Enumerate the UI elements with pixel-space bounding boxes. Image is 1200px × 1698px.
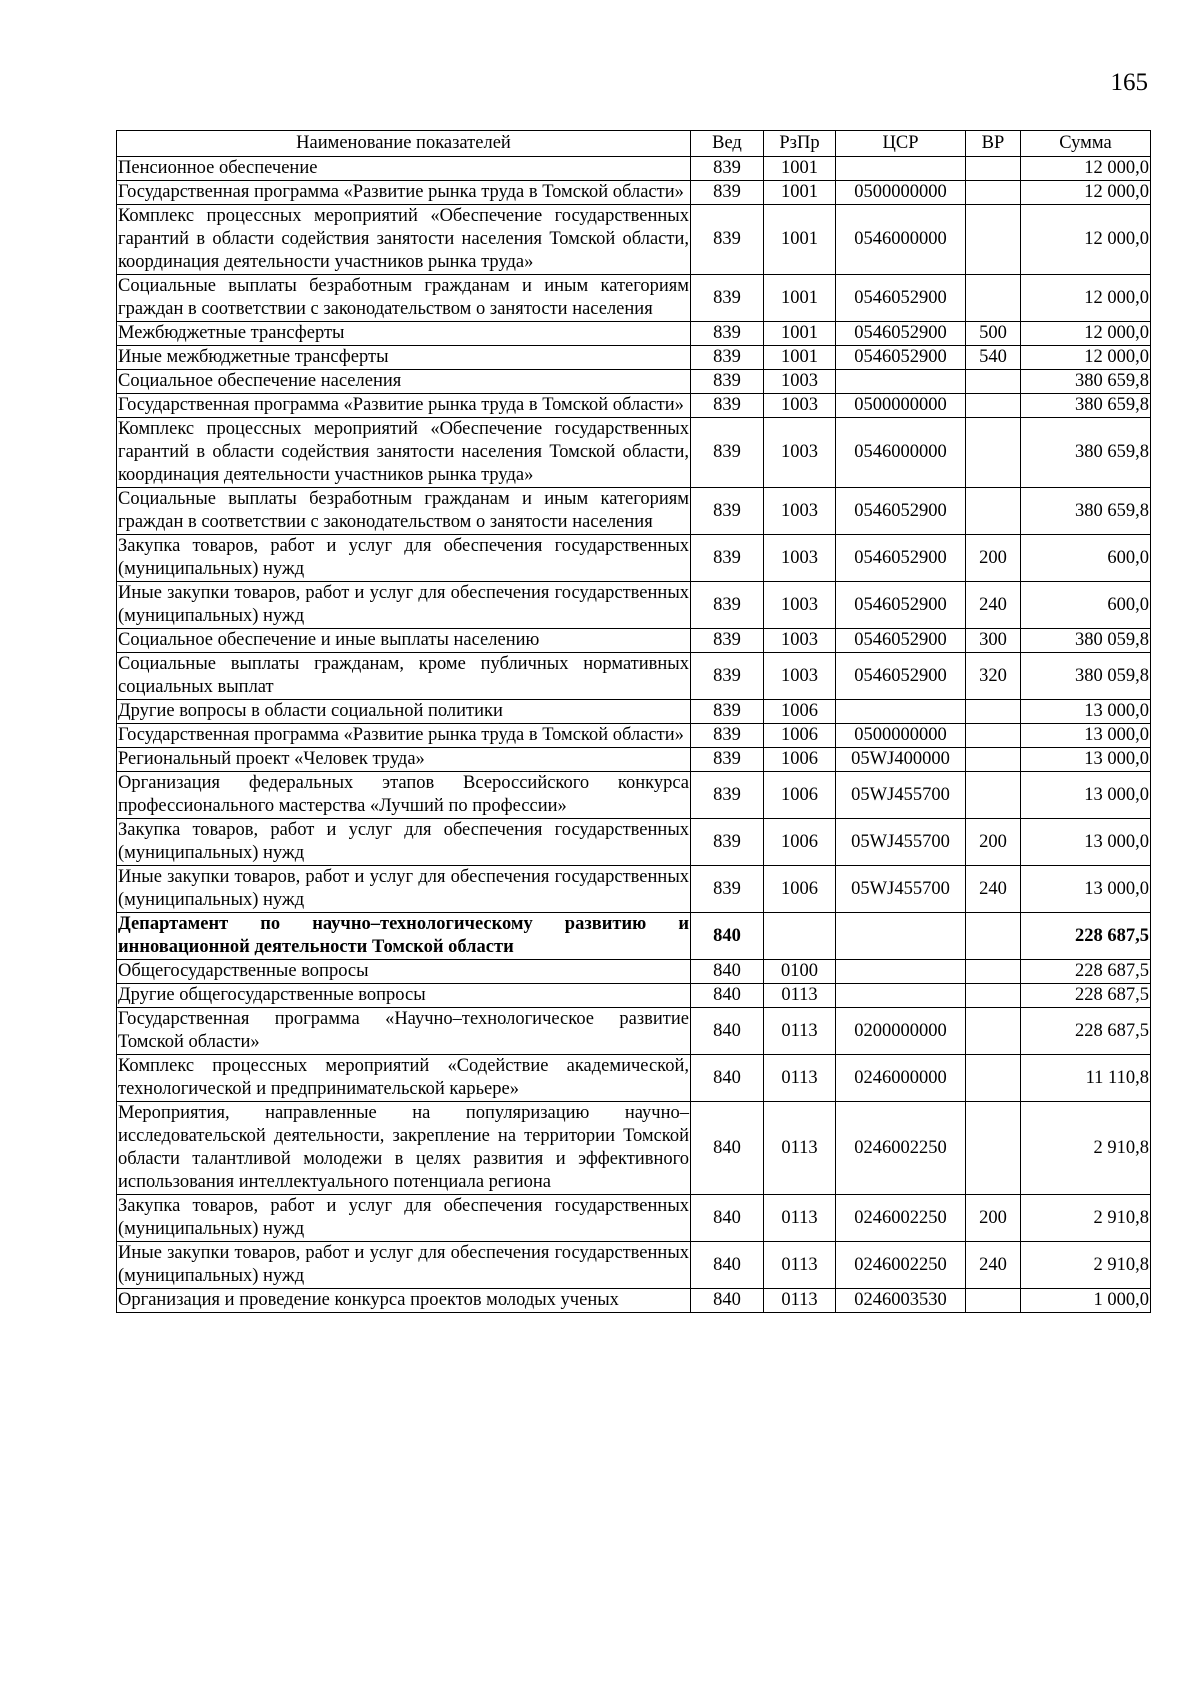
- cell-csr: 0546052900: [836, 582, 966, 629]
- cell-vr: [966, 1008, 1021, 1055]
- cell-name: Закупка товаров, работ и услуг для обеспечения государственных (муниципальных) нужд: [117, 819, 691, 866]
- cell-rzpr: 0113: [764, 984, 836, 1008]
- cell-vr: 200: [966, 819, 1021, 866]
- cell-sum: 13 000,0: [1021, 700, 1151, 724]
- cell-name: Социальные выплаты гражданам, кроме публичных нормативных социальных выплат: [117, 653, 691, 700]
- cell-name: Государственная программа «Развитие рынка труда в Томской области»: [117, 724, 691, 748]
- cell-csr: [836, 960, 966, 984]
- table-row: [117, 1195, 1151, 1242]
- cell-sum: 380 659,8: [1021, 394, 1151, 418]
- cell-sum: 13 000,0: [1021, 819, 1151, 866]
- cell-ved: 840: [691, 1242, 764, 1289]
- cell-vr: [966, 181, 1021, 205]
- cell-rzpr: 0113: [764, 1102, 836, 1195]
- cell-rzpr: 1006: [764, 819, 836, 866]
- cell-sum: 600,0: [1021, 582, 1151, 629]
- cell-csr: 0546052900: [836, 535, 966, 582]
- table-row: [117, 984, 1151, 1008]
- cell-name: Пенсионное обеспечение: [117, 157, 691, 181]
- cell-sum: 380 659,8: [1021, 370, 1151, 394]
- cell-ved: 839: [691, 629, 764, 653]
- cell-sum: 11 110,8: [1021, 1055, 1151, 1102]
- cell-sum: 2 910,8: [1021, 1102, 1151, 1195]
- cell-ved: 839: [691, 653, 764, 700]
- header-csr: ЦСР: [836, 131, 966, 157]
- table-row: [117, 370, 1151, 394]
- cell-name: Социальные выплаты безработным гражданам и иным категориям граждан в соответствии с законодательством о занятости населения: [117, 488, 691, 535]
- cell-csr: 05WJ400000: [836, 748, 966, 772]
- cell-ved: 839: [691, 582, 764, 629]
- cell-sum: 12 000,0: [1021, 275, 1151, 322]
- cell-vr: [966, 724, 1021, 748]
- cell-vr: [966, 1289, 1021, 1313]
- cell-sum: 2 910,8: [1021, 1242, 1151, 1289]
- cell-vr: [966, 418, 1021, 488]
- table-body: [117, 157, 1151, 1313]
- cell-sum: 380 659,8: [1021, 418, 1151, 488]
- cell-vr: [966, 488, 1021, 535]
- cell-ved: 839: [691, 394, 764, 418]
- cell-ved: 840: [691, 984, 764, 1008]
- cell-name: Региональный проект «Человек труда»: [117, 748, 691, 772]
- table-row: [117, 724, 1151, 748]
- cell-rzpr: 1003: [764, 582, 836, 629]
- cell-vr: 240: [966, 582, 1021, 629]
- cell-rzpr: 0113: [764, 1055, 836, 1102]
- table-row: [117, 157, 1151, 181]
- header-rzpr: РзПр: [764, 131, 836, 157]
- cell-name: Иные закупки товаров, работ и услуг для обеспечения государственных (муниципальных) нужд: [117, 1242, 691, 1289]
- cell-ved: 839: [691, 772, 764, 819]
- table-row: [117, 418, 1151, 488]
- cell-rzpr: 1006: [764, 866, 836, 913]
- cell-rzpr: 1003: [764, 370, 836, 394]
- cell-csr: 0546052900: [836, 488, 966, 535]
- header-vr: ВР: [966, 131, 1021, 157]
- cell-vr: [966, 1055, 1021, 1102]
- cell-sum: 13 000,0: [1021, 748, 1151, 772]
- cell-name: Социальное обеспечение населения: [117, 370, 691, 394]
- table-row: [117, 1055, 1151, 1102]
- cell-name: Закупка товаров, работ и услуг для обеспечения государственных (муниципальных) нужд: [117, 535, 691, 582]
- cell-name: Иные межбюджетные трансферты: [117, 346, 691, 370]
- cell-name: Комплекс процессных мероприятий «Обеспечение государственных гарантий в области содействия занятости населения Томской области, координация деятельности участников рынка труда»: [117, 205, 691, 275]
- cell-rzpr: 1001: [764, 157, 836, 181]
- cell-rzpr: 1006: [764, 700, 836, 724]
- cell-name: Государственная программа «Научно–технологическое развитие Томской области»: [117, 1008, 691, 1055]
- cell-sum: 13 000,0: [1021, 724, 1151, 748]
- cell-vr: 500: [966, 322, 1021, 346]
- cell-csr: [836, 700, 966, 724]
- cell-vr: [966, 984, 1021, 1008]
- cell-ved: 839: [691, 724, 764, 748]
- cell-vr: [966, 205, 1021, 275]
- cell-sum: 12 000,0: [1021, 181, 1151, 205]
- cell-csr: 0546000000: [836, 205, 966, 275]
- cell-csr: [836, 913, 966, 960]
- table-row: [117, 819, 1151, 866]
- cell-rzpr: 1003: [764, 488, 836, 535]
- table-row: [117, 275, 1151, 322]
- cell-csr: [836, 984, 966, 1008]
- cell-vr: [966, 1102, 1021, 1195]
- cell-sum: 2 910,8: [1021, 1195, 1151, 1242]
- cell-rzpr: 0113: [764, 1008, 836, 1055]
- table-row: [117, 960, 1151, 984]
- cell-rzpr: [764, 913, 836, 960]
- table-row: [117, 322, 1151, 346]
- cell-csr: 0546052900: [836, 653, 966, 700]
- header-name: Наименование показателей: [117, 131, 691, 157]
- cell-csr: 0246003530: [836, 1289, 966, 1313]
- header-ved: Вед: [691, 131, 764, 157]
- cell-csr: 0546052900: [836, 629, 966, 653]
- cell-vr: 540: [966, 346, 1021, 370]
- cell-sum: 380 059,8: [1021, 653, 1151, 700]
- table-row: [117, 181, 1151, 205]
- table-row: [117, 582, 1151, 629]
- table-row: [117, 1242, 1151, 1289]
- cell-ved: 839: [691, 418, 764, 488]
- cell-ved: 839: [691, 181, 764, 205]
- cell-sum: 12 000,0: [1021, 157, 1151, 181]
- cell-rzpr: 1003: [764, 535, 836, 582]
- cell-sum: 13 000,0: [1021, 866, 1151, 913]
- cell-csr: 0246002250: [836, 1242, 966, 1289]
- cell-sum: 380 059,8: [1021, 629, 1151, 653]
- cell-ved: 840: [691, 1102, 764, 1195]
- page-number: 165: [1110, 69, 1148, 96]
- cell-rzpr: 1006: [764, 772, 836, 819]
- cell-sum: 228 687,5: [1021, 960, 1151, 984]
- cell-name: Организация и проведение конкурса проектов молодых ученых: [117, 1289, 691, 1313]
- cell-vr: [966, 275, 1021, 322]
- cell-vr: 320: [966, 653, 1021, 700]
- cell-sum: 228 687,5: [1021, 1008, 1151, 1055]
- cell-csr: 0200000000: [836, 1008, 966, 1055]
- table-row: [117, 205, 1151, 275]
- cell-vr: 240: [966, 1242, 1021, 1289]
- cell-vr: [966, 157, 1021, 181]
- cell-csr: 05WJ455700: [836, 819, 966, 866]
- cell-name: Департамент по научно–технологическому развитию и инновационной деятельности Томской области: [117, 913, 691, 960]
- table-row: [117, 488, 1151, 535]
- cell-name: Государственная программа «Развитие рынка труда в Томской области»: [117, 394, 691, 418]
- table-row: [117, 700, 1151, 724]
- cell-ved: 839: [691, 157, 764, 181]
- cell-rzpr: 0113: [764, 1195, 836, 1242]
- cell-rzpr: 1001: [764, 181, 836, 205]
- table-row: [117, 748, 1151, 772]
- cell-rzpr: 1003: [764, 418, 836, 488]
- cell-ved: 839: [691, 700, 764, 724]
- cell-rzpr: 1001: [764, 322, 836, 346]
- cell-vr: [966, 370, 1021, 394]
- cell-vr: [966, 960, 1021, 984]
- cell-ved: 839: [691, 866, 764, 913]
- cell-vr: 200: [966, 535, 1021, 582]
- cell-csr: 0500000000: [836, 724, 966, 748]
- cell-csr: 0500000000: [836, 394, 966, 418]
- cell-ved: 839: [691, 748, 764, 772]
- cell-csr: 0246002250: [836, 1195, 966, 1242]
- table-row: [117, 1008, 1151, 1055]
- cell-rzpr: 1003: [764, 653, 836, 700]
- cell-vr: [966, 394, 1021, 418]
- cell-csr: [836, 370, 966, 394]
- cell-vr: [966, 748, 1021, 772]
- cell-name: Мероприятия, направленные на популяризацию научно–исследовательской деятельности, закрепление на территории Томской области талантливой молодежи в целях развития и эффективного использования интеллектуального потенциала региона: [117, 1102, 691, 1195]
- cell-name: Другие общегосударственные вопросы: [117, 984, 691, 1008]
- table-row: [117, 653, 1151, 700]
- cell-rzpr: 1003: [764, 629, 836, 653]
- cell-sum: 12 000,0: [1021, 322, 1151, 346]
- cell-name: Государственная программа «Развитие рынка труда в Томской области»: [117, 181, 691, 205]
- cell-ved: 839: [691, 819, 764, 866]
- cell-ved: 840: [691, 1008, 764, 1055]
- cell-ved: 839: [691, 370, 764, 394]
- cell-ved: 840: [691, 1289, 764, 1313]
- table-row: [117, 346, 1151, 370]
- cell-name: Иные закупки товаров, работ и услуг для обеспечения государственных (муниципальных) нужд: [117, 582, 691, 629]
- cell-rzpr: 0100: [764, 960, 836, 984]
- cell-name: Комплекс процессных мероприятий «Обеспечение государственных гарантий в области содействия занятости населения Томской области, координация деятельности участников рынка труда»: [117, 418, 691, 488]
- cell-sum: 12 000,0: [1021, 205, 1151, 275]
- cell-ved: 840: [691, 1195, 764, 1242]
- cell-name: Другие вопросы в области социальной политики: [117, 700, 691, 724]
- cell-rzpr: 1006: [764, 748, 836, 772]
- cell-sum: 13 000,0: [1021, 772, 1151, 819]
- cell-csr: 0546052900: [836, 275, 966, 322]
- cell-rzpr: 0113: [764, 1242, 836, 1289]
- table-row: [117, 913, 1151, 960]
- table-row: [117, 866, 1151, 913]
- cell-csr: 05WJ455700: [836, 772, 966, 819]
- cell-vr: [966, 913, 1021, 960]
- cell-csr: 0246002250: [836, 1102, 966, 1195]
- cell-rzpr: 1001: [764, 275, 836, 322]
- cell-name: Иные закупки товаров, работ и услуг для обеспечения государственных (муниципальных) нужд: [117, 866, 691, 913]
- cell-vr: [966, 700, 1021, 724]
- cell-csr: 0546000000: [836, 418, 966, 488]
- cell-ved: 839: [691, 205, 764, 275]
- cell-rzpr: 1001: [764, 205, 836, 275]
- cell-ved: 839: [691, 488, 764, 535]
- cell-sum: 228 687,5: [1021, 984, 1151, 1008]
- cell-csr: 0500000000: [836, 181, 966, 205]
- header-sum: Сумма: [1021, 131, 1151, 157]
- cell-ved: 839: [691, 535, 764, 582]
- cell-sum: 600,0: [1021, 535, 1151, 582]
- budget-table: [116, 130, 1151, 1313]
- cell-name: Комплекс процессных мероприятий «Содействие академической, технологической и предпринимательской карьере»: [117, 1055, 691, 1102]
- cell-vr: 240: [966, 866, 1021, 913]
- cell-ved: 839: [691, 322, 764, 346]
- cell-name: Закупка товаров, работ и услуг для обеспечения государственных (муниципальных) нужд: [117, 1195, 691, 1242]
- cell-vr: 300: [966, 629, 1021, 653]
- cell-sum: 1 000,0: [1021, 1289, 1151, 1313]
- table-row: [117, 394, 1151, 418]
- cell-ved: 840: [691, 1055, 764, 1102]
- cell-ved: 840: [691, 960, 764, 984]
- cell-ved: 840: [691, 913, 764, 960]
- table-row: [117, 535, 1151, 582]
- cell-vr: [966, 772, 1021, 819]
- cell-csr: 0246000000: [836, 1055, 966, 1102]
- cell-rzpr: 1001: [764, 346, 836, 370]
- cell-ved: 839: [691, 275, 764, 322]
- cell-vr: 200: [966, 1195, 1021, 1242]
- cell-csr: 05WJ455700: [836, 866, 966, 913]
- table-header-row: [117, 131, 1151, 157]
- cell-rzpr: 0113: [764, 1289, 836, 1313]
- table-row: [117, 1102, 1151, 1195]
- cell-name: Организация федеральных этапов Всероссийского конкурса профессионального мастерства «Лучший по профессии»: [117, 772, 691, 819]
- cell-sum: 228 687,5: [1021, 913, 1151, 960]
- cell-sum: 12 000,0: [1021, 346, 1151, 370]
- cell-name: Межбюджетные трансферты: [117, 322, 691, 346]
- cell-name: Социальные выплаты безработным гражданам и иным категориям граждан в соответствии с законодательством о занятости населения: [117, 275, 691, 322]
- cell-csr: [836, 157, 966, 181]
- cell-csr: 0546052900: [836, 346, 966, 370]
- table-row: [117, 1289, 1151, 1313]
- cell-rzpr: 1006: [764, 724, 836, 748]
- table-row: [117, 629, 1151, 653]
- cell-name: Общегосударственные вопросы: [117, 960, 691, 984]
- table-row: [117, 772, 1151, 819]
- cell-rzpr: 1003: [764, 394, 836, 418]
- cell-ved: 839: [691, 346, 764, 370]
- cell-name: Социальное обеспечение и иные выплаты населению: [117, 629, 691, 653]
- cell-sum: 380 659,8: [1021, 488, 1151, 535]
- cell-csr: 0546052900: [836, 322, 966, 346]
